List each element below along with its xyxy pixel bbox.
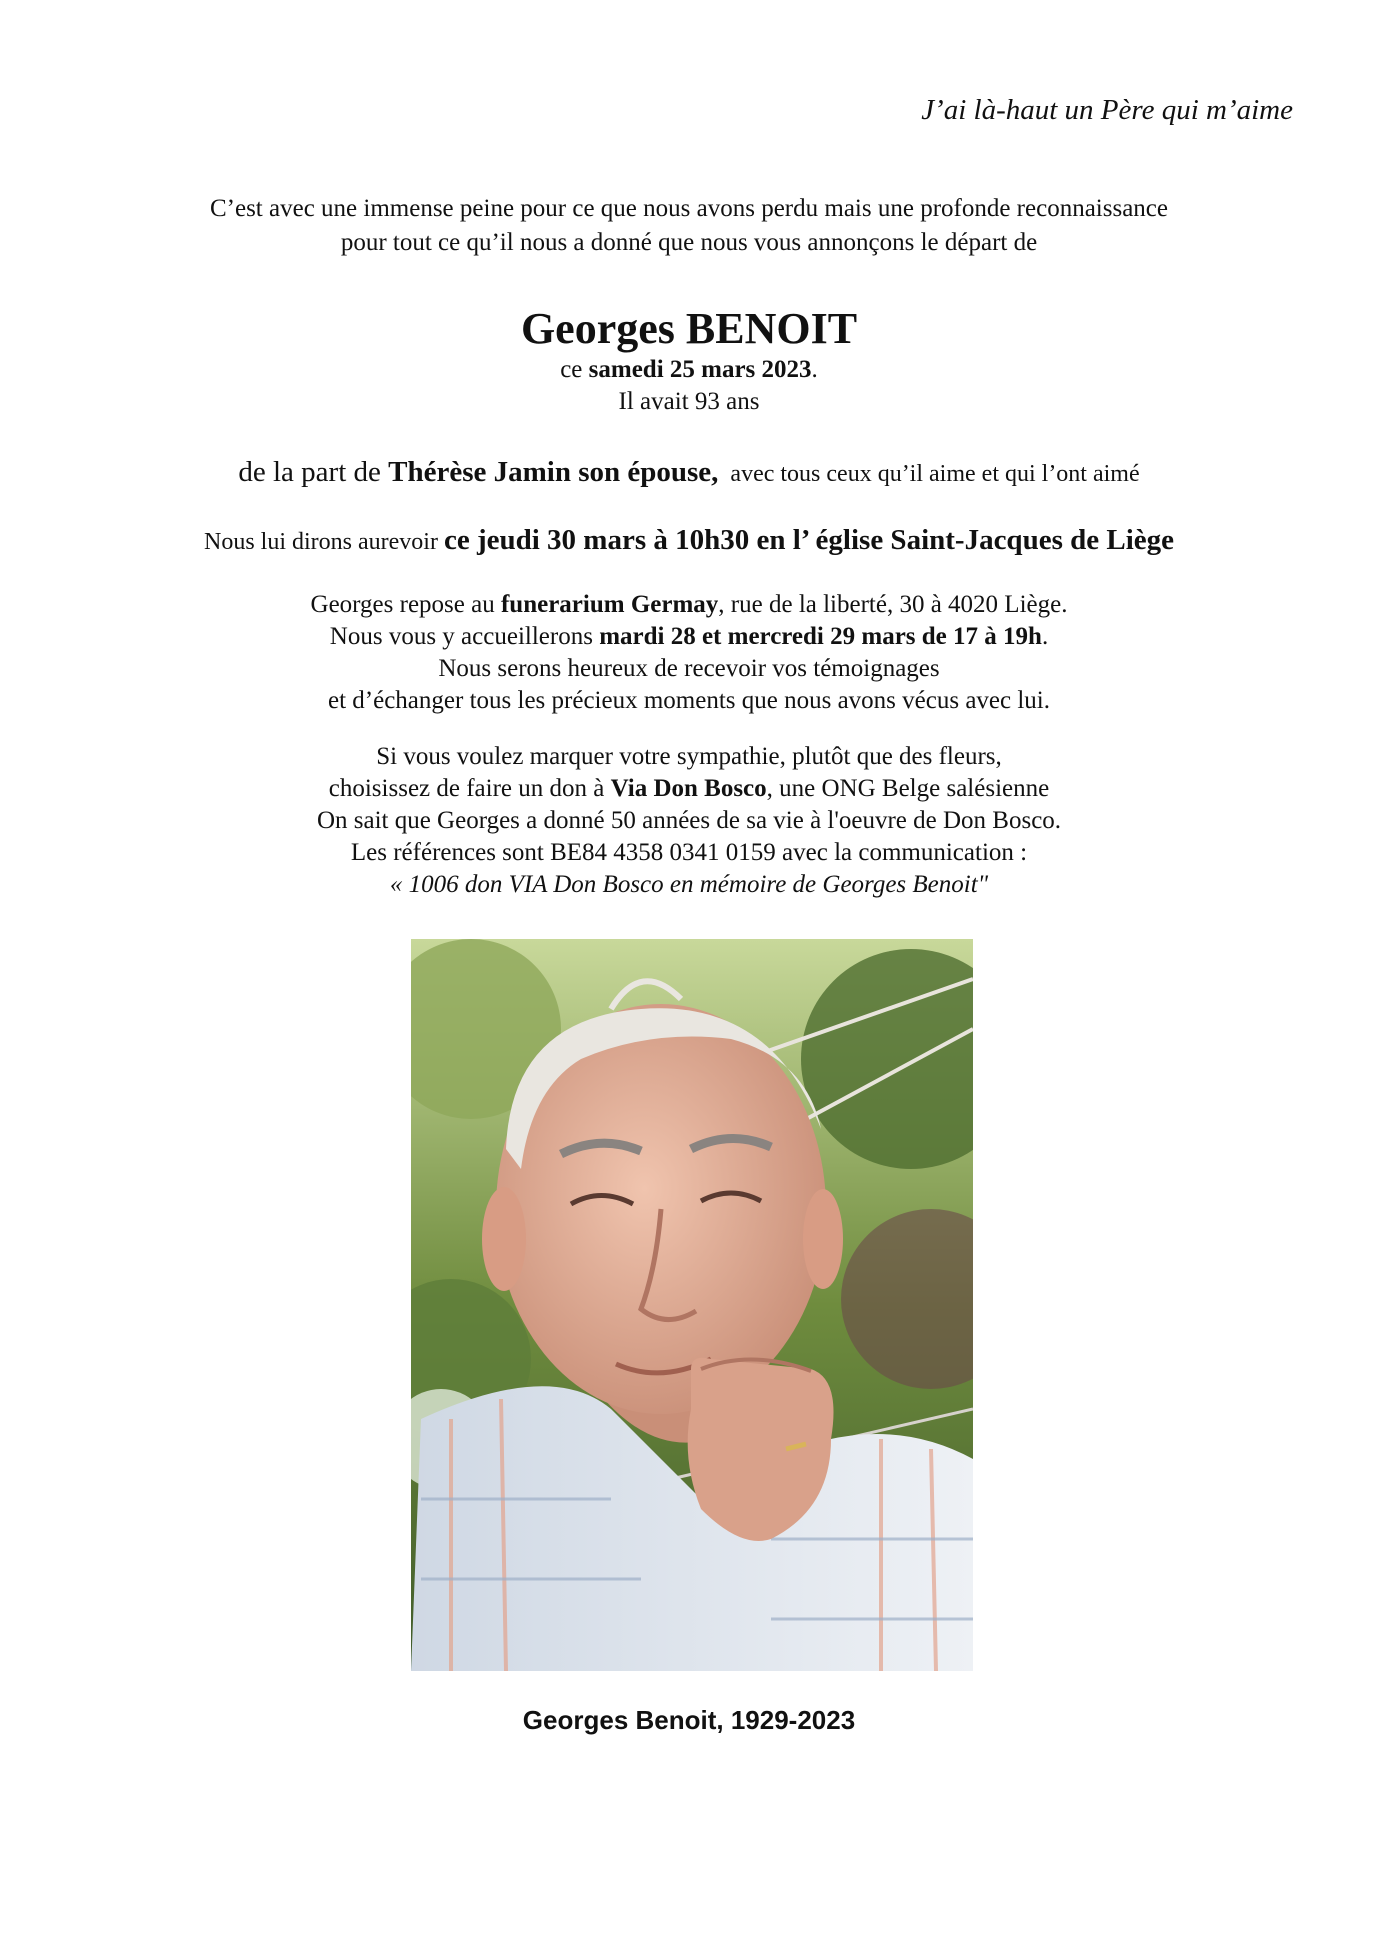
date-suffix: .	[811, 356, 818, 383]
visiting-hours: mardi 28 et mercredi 29 mars de 17 à 19h	[599, 623, 1042, 650]
intro-paragraph	[0, 192, 1378, 260]
intro-line-1: C’est avec une immense peine pour ce que nous avons perdu mais une profonde reconnaissance	[209, 195, 1168, 222]
portrait-illustration	[411, 939, 973, 1671]
donation-line-1: Si vous voulez marquer votre sympathie, plutôt que des fleurs,	[376, 743, 1002, 770]
donation-line-4: Les références sont BE84 4358 0341 0159 avec la communication :	[350, 839, 1028, 866]
deceased-name: Georges BENOIT	[520, 304, 858, 353]
donation-paragraph	[0, 741, 1378, 901]
funerarium-l2-suffix: .	[1041, 623, 1049, 650]
funerarium-line-3: Nous serons heureux de recevoir vos témoignages	[438, 655, 940, 682]
epigraph: J’ai là-haut un Père qui m’aime	[921, 94, 1293, 126]
ceremony-details: ce jeudi 30 mars à 10h30 en l’ église Saint-Jacques de Liège	[443, 524, 1174, 556]
funerarium-address: , rue de la liberté, 30 à 4020 Liège.	[718, 591, 1068, 618]
donation-communication: « 1006 don VIA Don Bosco en mémoire de Georges Benoit"	[389, 871, 989, 898]
donation-line-3: On sait que Georges a donné 50 années de sa vie à l'oeuvre de Don Bosco.	[316, 807, 1062, 834]
donation-line-2	[0, 773, 1378, 805]
ceremony-prefix: Nous lui dirons aurevoir	[203, 529, 444, 555]
funerarium-l2-prefix: Nous vous y accueillerons	[329, 623, 600, 650]
funerarium-line-4: et d’échanger tous les précieux moments que nous avons vécus avec lui.	[328, 687, 1050, 714]
ceremony-line	[0, 520, 1378, 565]
death-date-line	[0, 354, 1378, 386]
funerarium-l1-prefix: Georges repose au	[310, 591, 501, 618]
intro-line-2: pour tout ce qu’il nous a donné que nous vous annonçons le départ de	[340, 229, 1038, 256]
date-prefix: ce	[560, 356, 589, 383]
funerarium-paragraph	[0, 589, 1378, 717]
donation-l2-suffix: , une ONG Belge salésienne	[766, 775, 1050, 802]
family-prefix: de la part de	[238, 456, 389, 488]
charity-name: Via Don Bosco	[610, 775, 767, 802]
donation-l2-prefix: choisissez de faire un don à	[328, 775, 611, 802]
funerarium-name: funerarium Germay	[500, 591, 719, 618]
family-line	[0, 452, 1378, 497]
funerarium-line-2	[0, 621, 1378, 653]
photo-caption: Georges Benoit, 1929-2023	[522, 1705, 856, 1735]
family-rest: avec tous ceux qu’il aime et qui l’ont aimé	[718, 461, 1140, 487]
age-line: Il avait 93 ans	[618, 388, 760, 415]
funerarium-line-1	[0, 589, 1378, 621]
portrait-photo	[411, 939, 973, 1671]
spouse-name: Thérèse Jamin son épouse,	[388, 456, 719, 488]
death-date: samedi 25 mars 2023	[588, 356, 812, 383]
